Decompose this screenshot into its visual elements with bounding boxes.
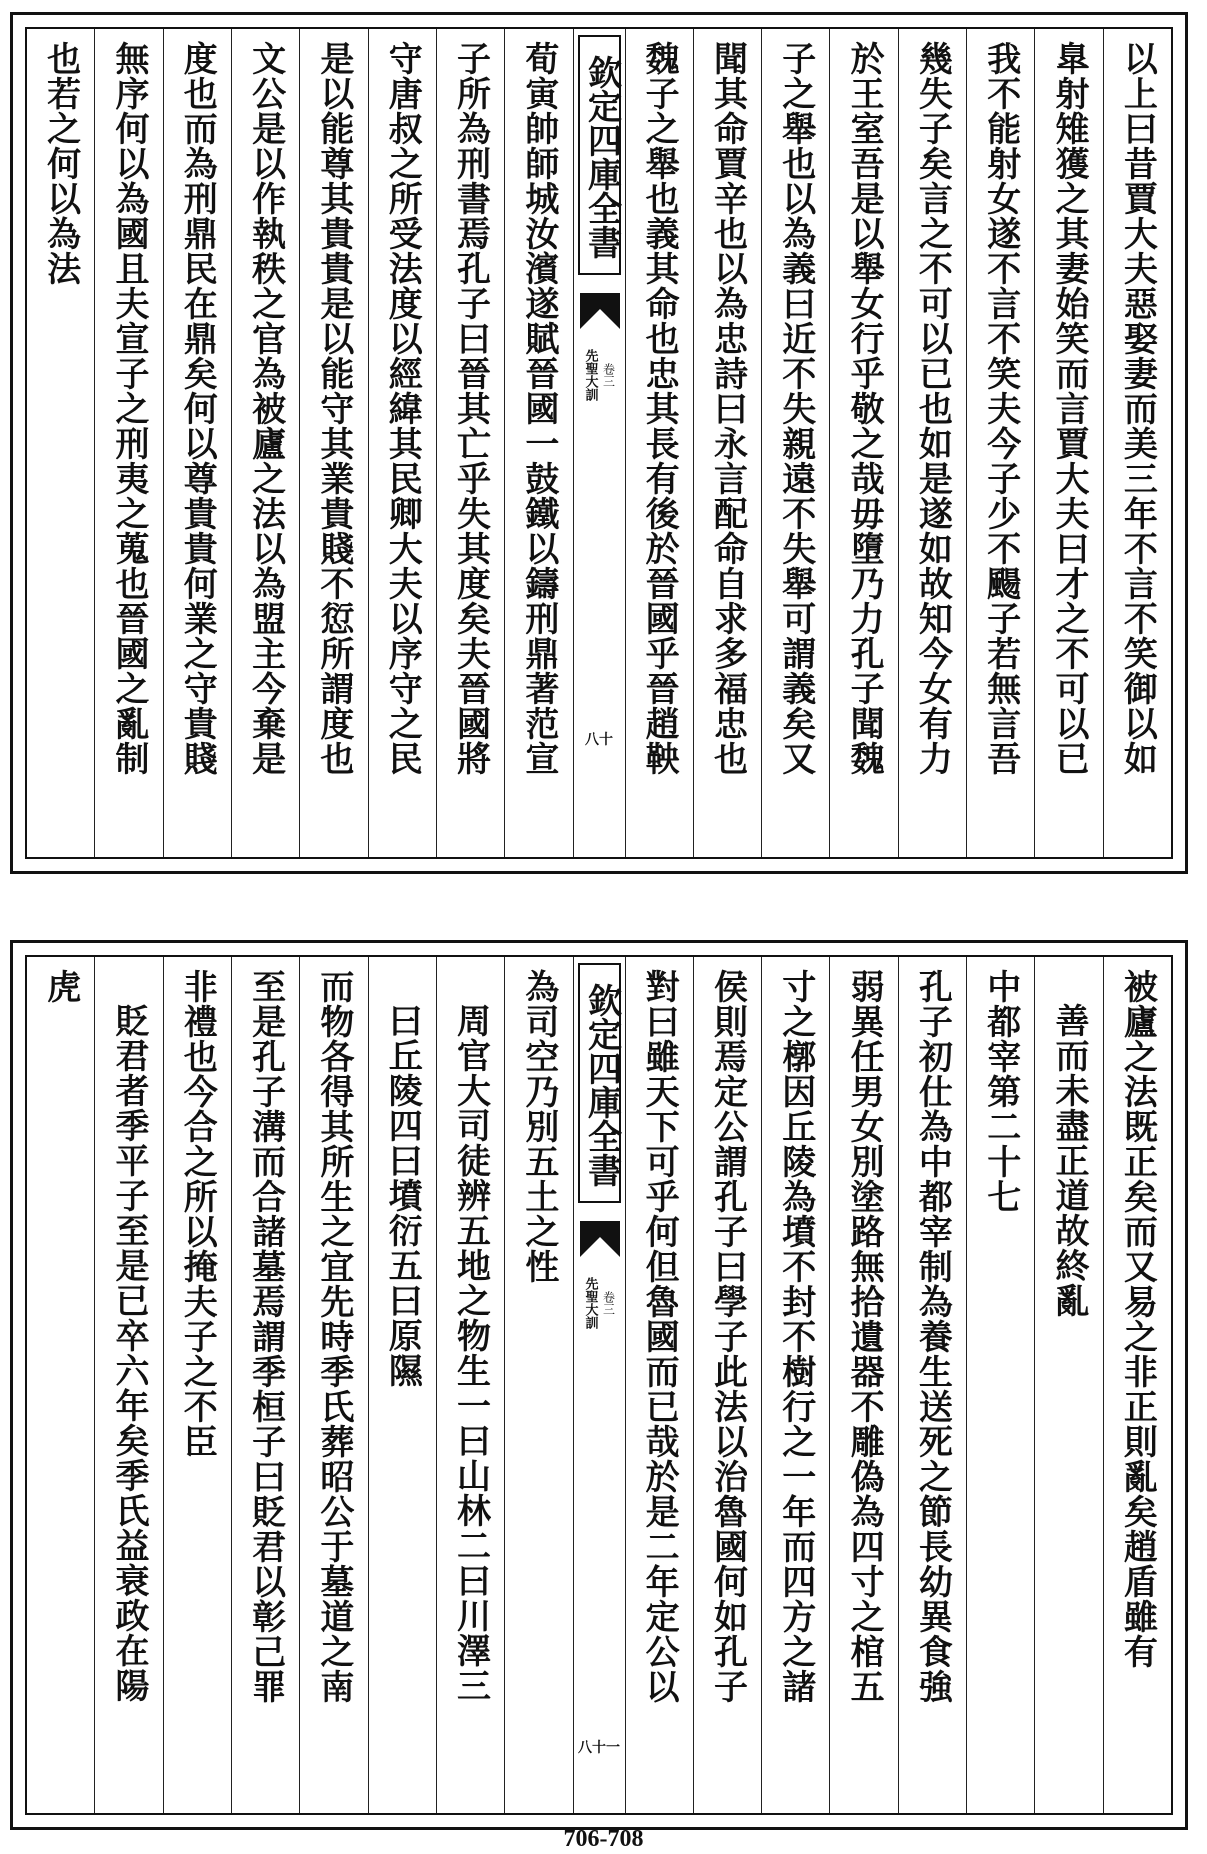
column-text: 貶君者季平子至是已卒六年矣季氏益衰政在陽	[108, 1003, 149, 1703]
column-text: 幾失子矣言之不可以已也如是遂如故知今女有力	[912, 41, 953, 776]
column-text: 對曰雖天下可乎何但魯國而已哉於是二年定公以	[639, 969, 680, 1704]
text-column	[761, 29, 829, 857]
text-column	[163, 29, 231, 857]
column-text: 被廬之法既正矣而又易之非正則亂矣趙盾雖有	[1117, 969, 1158, 1669]
column-text: 非禮也今合之所以掩夫子之不臣	[177, 969, 218, 1459]
column-text: 為司空乃別五土之性	[518, 969, 559, 1284]
text-column	[231, 957, 299, 1813]
text-column	[693, 957, 761, 1813]
text-column	[1103, 29, 1171, 857]
text-column	[299, 957, 367, 1813]
column-text: 子所為刑書焉孔子曰晉其亡乎失其度矣夫晉國將	[450, 41, 491, 776]
text-column	[966, 29, 1034, 857]
column-text: 而物各得其所生之宜先時季氏葬昭公于墓道之南	[313, 969, 354, 1704]
book-title-box: 欽定四庫全書	[578, 963, 621, 1203]
column-text: 於王室吾是以舉女行乎敬之哉毋墮乃力孔子聞魏	[844, 41, 885, 776]
volume-label: 卷三	[601, 363, 616, 387]
fish-tail-mark-icon	[580, 1221, 620, 1257]
column-text: 孔子初仕為中都宰制為養生送死之節長幼異食強	[912, 969, 953, 1704]
page-frame	[25, 27, 1173, 859]
text-column	[368, 957, 436, 1813]
column-text: 荀寅帥師城汝濱遂賦晉國一鼓鐵以鑄刑鼎著范宣	[518, 41, 559, 776]
text-column	[94, 957, 162, 1813]
column-text: 魏子之舉也義其命也忠其長有後於晉國乎晉趙鞅	[639, 41, 680, 776]
column-text: 虎	[40, 969, 81, 1004]
column-text: 侯則焉定公謂孔子曰學子此法以治魯國何如孔子	[707, 969, 748, 1704]
column-text: 是以能尊其貴貴是以能守其業貴賤不愆所謂度也	[313, 41, 354, 776]
text-columns	[27, 957, 1171, 1813]
volume-label: 卷三	[601, 1291, 616, 1315]
text-column	[1034, 29, 1102, 857]
column-text: 聞其命賈辛也以為忠詩曰永言配命自求多福忠也	[707, 41, 748, 776]
text-column	[436, 29, 504, 857]
section-heading: 中都宰第二十七	[980, 969, 1021, 1214]
book-title-box: 欽定四庫全書	[578, 35, 621, 275]
column-text: 子之舉也以為義曰近不失親遠不失舉可謂義矣又	[775, 41, 816, 776]
fish-tail-mark-icon	[580, 293, 620, 329]
page-number: 八十	[585, 732, 613, 748]
text-column	[368, 29, 436, 857]
text-column	[966, 957, 1034, 1813]
column-text: 我不能射女遂不言不笑夫今子少不颺子若無言吾	[980, 41, 1021, 776]
book-name: 先聖大訓	[582, 349, 598, 401]
column-text: 曰丘陵四曰墳衍五曰原隰	[382, 1003, 423, 1388]
text-column	[27, 957, 94, 1813]
text-columns	[27, 29, 1171, 857]
text-column	[436, 957, 504, 1813]
text-column	[625, 957, 693, 1813]
text-column	[94, 29, 162, 857]
book-name: 先聖大訓	[582, 1277, 598, 1329]
text-column	[231, 29, 299, 857]
text-column	[829, 957, 897, 1813]
column-text: 守唐叔之所受法度以經緯其民卿大夫以序守之民	[382, 41, 423, 776]
page-range-footer: 706-708	[563, 1826, 644, 1852]
column-text: 以上曰昔賈大夫惡娶妻而美三年不言不笑御以如	[1117, 41, 1158, 776]
page-number: 八十一	[578, 1740, 620, 1756]
column-text: 弱異任男女別塗路無拾遺器不雕偽為四寸之棺五	[844, 969, 885, 1704]
text-column	[693, 29, 761, 857]
text-column	[625, 29, 693, 857]
column-text: 寸之槨因丘陵為墳不封不樹行之一年而四方之諸	[775, 969, 816, 1704]
text-column	[829, 29, 897, 857]
page-bottom	[10, 940, 1188, 1830]
text-column	[1103, 957, 1171, 1813]
text-column	[898, 957, 966, 1813]
column-text: 臯射雉獲之其妻始笑而言賈大夫曰才之不可以已	[1049, 41, 1090, 776]
text-column	[898, 29, 966, 857]
column-text: 也若之何以為法	[40, 41, 81, 286]
column-text: 度也而為刑鼎民在鼎矣何以尊貴貴何業之守貴賤	[177, 41, 218, 776]
text-column	[1034, 957, 1102, 1813]
text-column	[761, 957, 829, 1813]
text-column	[27, 29, 94, 857]
text-column	[504, 29, 572, 857]
page-margin-center	[573, 957, 625, 1813]
column-text: 無序何以為國且夫宣子之刑夷之蒐也晉國之亂制	[108, 41, 149, 776]
column-text: 周官大司徒辨五地之物生一曰山林二曰川澤三	[450, 1003, 491, 1703]
page-margin-center	[573, 29, 625, 857]
column-text: 至是孔子溝而合諸墓焉謂季桓子曰貶君以彰己罪	[245, 969, 286, 1704]
column-text: 文公是以作執秩之官為被廬之法以為盟主今棄是	[245, 41, 286, 776]
text-column	[504, 957, 572, 1813]
page-frame	[25, 955, 1173, 1815]
page-top	[10, 12, 1188, 874]
text-column	[163, 957, 231, 1813]
text-column	[299, 29, 367, 857]
column-text: 善而未盡正道故終亂	[1049, 1003, 1090, 1318]
